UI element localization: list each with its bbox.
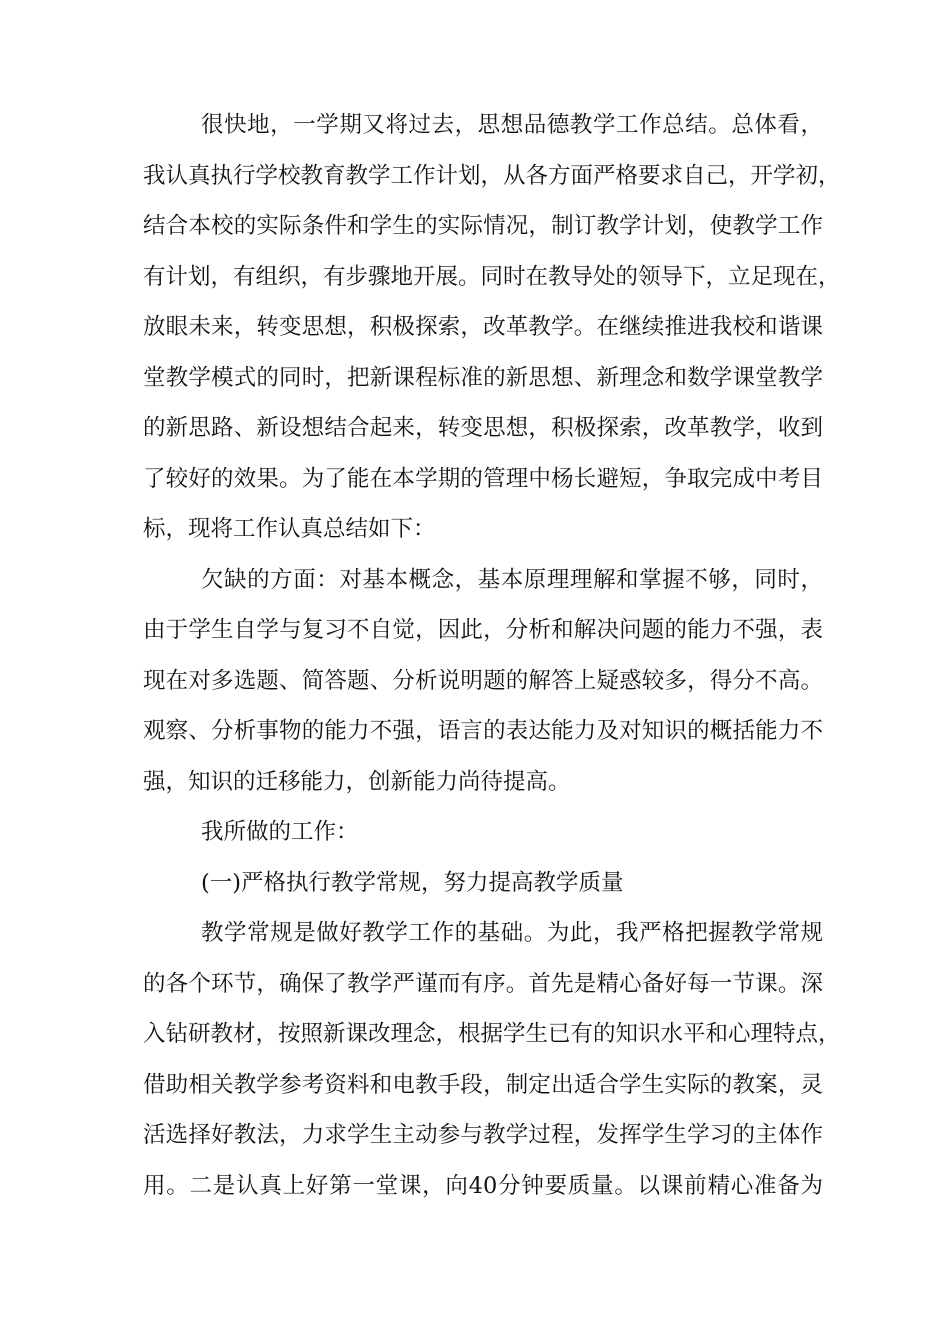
text-line: 标，现将工作认真总结如下：: [143, 516, 436, 542]
text-line: 强，知识的迁移能力，创新能力尚待提高。: [143, 768, 571, 795]
text-line: 欠缺的方面：对基本概念，基本原理理解和掌握不够，同时，: [201, 566, 823, 593]
text-line: 借助相关教学参考资料和电教手段，制定出适合学生实际的教案，灵: [143, 1071, 823, 1098]
text-line: 了较好的效果。为了能在本学期的管理中杨长避短，争取完成中考目: [143, 465, 823, 492]
text-line: 用。二是认真上好第一堂课，向40分钟要质量。以课前精心准备为: [143, 1172, 823, 1199]
text-line: 现在对多选题、简答题、分析说明题的解答上疑惑较多，得分不高。: [143, 667, 823, 694]
text-line: 的各个环节，确保了教学严谨而有序。首先是精心备好每一节课。深: [143, 970, 823, 997]
text-line: 结合本校的实际条件和学生的实际情况，制订教学计划，使教学工作: [143, 213, 823, 239]
text-line: 的新思路、新设想结合起来，转变思想，积极探索，改革教学，收到: [143, 415, 823, 441]
text-line: 活选择好教法，力求学生主动参与教学过程，发挥学生学习的主体作: [143, 1122, 823, 1148]
text-line: 由于学生自学与复习不自觉，因此，分析和解决问题的能力不强，表: [143, 617, 823, 643]
text-line: 很快地，一学期又将过去，思想品德教学工作总结。总体看，: [201, 112, 823, 138]
text-line: 教学常规是做好教学工作的基础。为此，我严格把握教学常规: [201, 920, 823, 946]
text-line: 我认真执行学校教育教学工作计划，从各方面严格要求自己，开学初，: [143, 162, 841, 189]
text-line: 入钻研教材，按照新课改理念，根据学生已有的知识水平和心理特点，: [143, 1021, 841, 1047]
text-line: 堂教学模式的同时，把新课程标准的新思想、新理念和数学课堂教学: [143, 364, 823, 391]
text-line: 有计划，有组织，有步骤地开展。同时在教导处的领导下，立足现在，: [143, 263, 841, 290]
text-line: (一)严格执行教学常规，努力提高教学质量: [201, 869, 624, 896]
document-body: [143, 100, 841, 1211]
text-line: 观察、分析事物的能力不强，语言的表达能力及对知识的概括能力不: [143, 718, 823, 744]
text-line: 我所做的工作：: [201, 819, 359, 845]
text-line: 放眼未来，转变思想，积极探索，改革教学。在继续推进我校和谐课: [143, 314, 823, 340]
